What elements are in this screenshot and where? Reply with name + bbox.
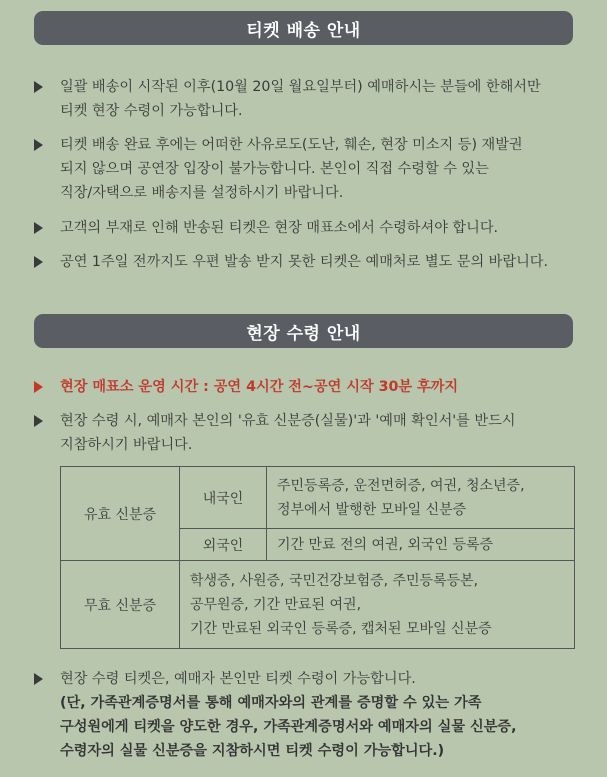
text-line: 수령자의 실물 신분증을 지참하시면 티켓 수령이 가능합니다.) bbox=[60, 743, 445, 759]
delivery-item-1 bbox=[34, 75, 587, 123]
pickup-id-notice bbox=[34, 409, 587, 457]
bullet-triangle-icon bbox=[34, 139, 43, 151]
invalid-id-label: 무효 신분증 bbox=[61, 561, 180, 649]
bullet-triangle-icon bbox=[34, 381, 43, 393]
text-line: 일괄 배송이 시작된 이후(10월 20일 월요일부터) 예매하시는 분들에 한해서만 bbox=[60, 79, 541, 95]
text-line: 공연 1주일 전까지도 우편 발송 받지 못한 티켓은 예매처로 별도 문의 바랍니다. bbox=[60, 254, 549, 270]
text-line: 주민등록증, 운전면허증, 여권, 청소년증, bbox=[277, 477, 525, 494]
invalid-value bbox=[180, 561, 575, 649]
bullet-triangle-icon bbox=[34, 256, 43, 268]
pickup-title-text: 현장 수령 안내 bbox=[246, 323, 361, 344]
text-line: 기간 만료된 외국인 등록증, 캡처된 모바일 신분증 bbox=[190, 620, 492, 637]
foreign-value: 기간 만료 전의 여권, 외국인 등록증 bbox=[267, 529, 575, 561]
pickup-exception bbox=[60, 691, 517, 763]
domestic-label: 내국인 bbox=[180, 467, 267, 529]
text-line: 직장/자택으로 배송지를 설정하시기 바랍니다. bbox=[60, 185, 344, 201]
bullet-triangle-icon bbox=[34, 81, 43, 93]
valid-id-label: 유효 신분증 bbox=[61, 467, 180, 561]
id-table bbox=[60, 466, 575, 649]
domestic-value bbox=[267, 467, 575, 529]
text-line: 티켓 배송 완료 후에는 어떠한 사유로도(도난, 훼손, 현장 미소지 등) 재발권 bbox=[60, 137, 523, 153]
text-line: 공무원증, 기간 만료된 여권, bbox=[190, 596, 362, 613]
bullet-triangle-icon bbox=[34, 415, 43, 427]
text-line: 현장 매표소 운영 시간 : 공연 4시간 전~공연 시작 30분 후까지 bbox=[60, 379, 459, 395]
delivery-title-text: 티켓 배송 안내 bbox=[246, 20, 361, 41]
delivery-item-3 bbox=[34, 216, 587, 240]
text-line: 지참하시기 바랍니다. bbox=[60, 437, 193, 453]
text-line: 구성원에게 티켓을 양도한 경우, 가족관계증명서와 예매자의 실물 신분증, bbox=[60, 719, 517, 735]
text-line: 학생증, 사원증, 국민건강보험증, 주민등록등본, bbox=[190, 572, 479, 589]
text-line: 정부에서 발행한 모바일 신분증 bbox=[277, 501, 467, 518]
text-line: 현장 수령 티켓은, 예매자 본인만 티켓 수령이 가능합니다. bbox=[60, 671, 416, 687]
pickup-hours bbox=[34, 375, 587, 399]
delivery-item-4 bbox=[34, 250, 587, 274]
text-line: 현장 수령 시, 예매자 본인의 '유효 신분증(실물)'과 '예매 확인서'를 반드시 bbox=[60, 413, 516, 429]
text-line: 고객의 부재로 인해 반송된 티켓은 현장 매표소에서 수령하셔야 합니다. bbox=[60, 220, 499, 236]
pickup-section-title bbox=[34, 314, 573, 348]
pickup-self-only bbox=[34, 667, 587, 691]
bullet-triangle-icon bbox=[34, 673, 43, 685]
text-line: 되지 않으며 공연장 입장이 불가능합니다. 본인이 직접 수령할 수 있는 bbox=[60, 161, 489, 177]
bullet-triangle-icon bbox=[34, 222, 43, 234]
delivery-item-2 bbox=[34, 133, 587, 205]
foreign-label: 외국인 bbox=[180, 529, 267, 561]
delivery-section-title bbox=[34, 11, 573, 45]
text-line: (단, 가족관계증명서를 통해 예매자와의 관계를 증명할 수 있는 가족 bbox=[60, 695, 482, 711]
text-line: 티켓 현장 수령이 가능합니다. bbox=[60, 103, 243, 119]
